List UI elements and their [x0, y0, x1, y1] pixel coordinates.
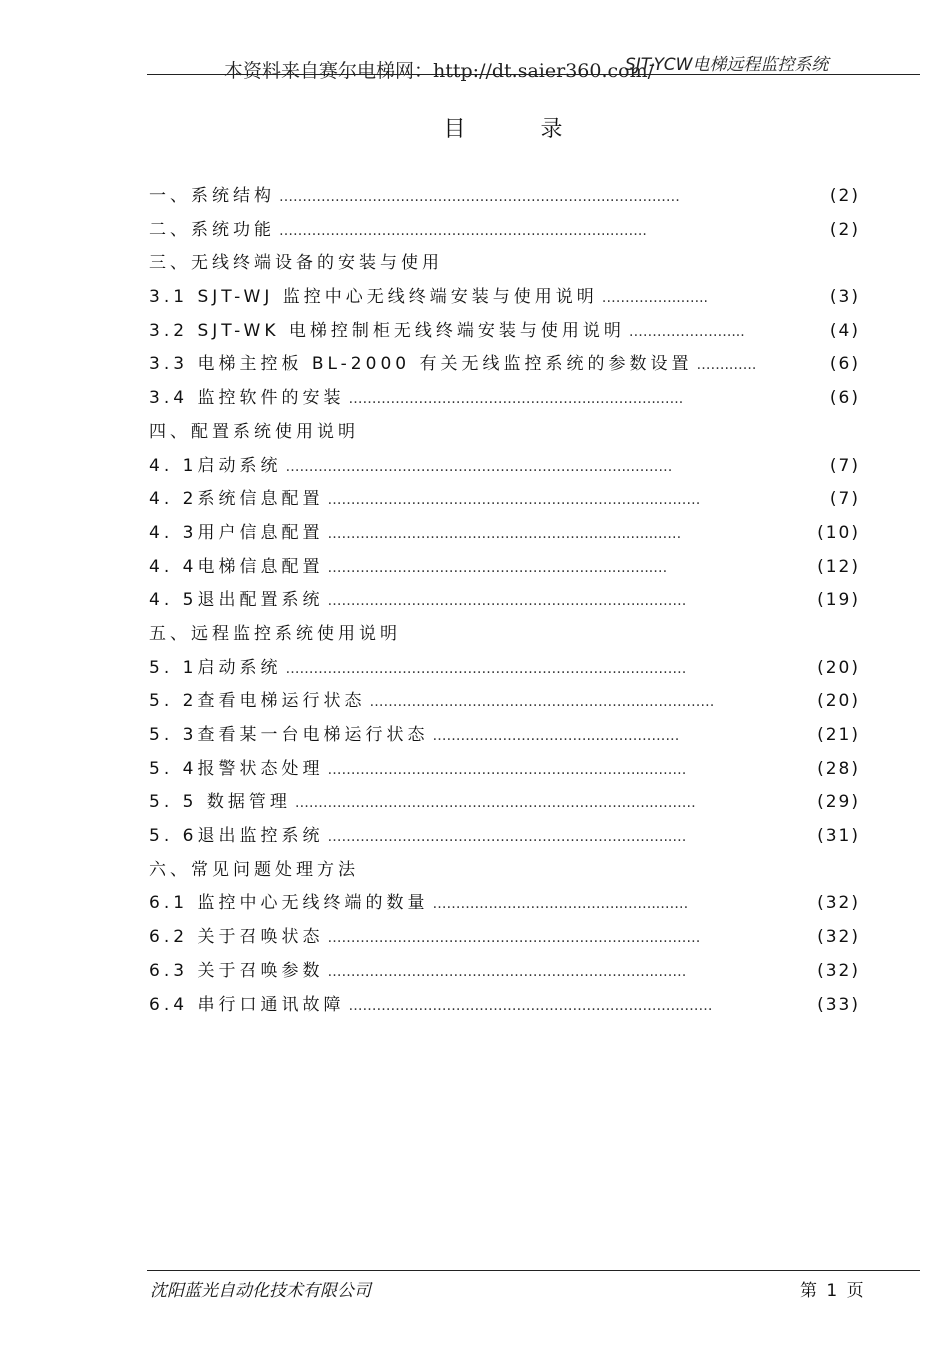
toc-entry-label: 一、系统结构 — [149, 186, 275, 206]
toc-entry-label: 6.1 监控中心无线终端的数量 — [149, 893, 429, 914]
toc-entry-page: (33) — [817, 994, 860, 1015]
toc-entry-page: (10) — [817, 522, 860, 543]
toc-entry-leader: ………………………………………………………………..……… — [285, 458, 673, 475]
toc-entry-page: (6) — [829, 354, 860, 375]
watermark-text: 本资料来自赛尔电梯网：http://dt.saier360.com/ — [224, 60, 654, 82]
toc-entry-label: 六、常见问题处理方法 — [149, 859, 359, 880]
toc-entry-label: 3.2 SJT-WK 电梯控制柜无线终端安装与使用说明 — [149, 320, 625, 341]
toc-entry-label: 四、配置系统使用说明 — [149, 421, 359, 442]
toc-entry — [149, 719, 860, 753]
toc-entry-label: 4. 3用户信息配置 — [149, 522, 324, 543]
toc-entry-page: (28) — [817, 758, 860, 779]
header-divider — [147, 74, 920, 75]
toc-entry-leader: ……………………………………………..…………..….. — [348, 391, 684, 408]
toc-entry-leader: ……………………………………………………………..…….. — [279, 222, 647, 239]
toc-entry — [149, 786, 860, 820]
toc-entry-leader: ……………………………..……………… — [432, 728, 680, 744]
toc-entry-leader: …………………………………………………………..……… — [327, 761, 687, 778]
toc-entry-label: 5. 1启动系统 — [149, 657, 282, 678]
toc-entry-leader: ……………………………………………………………..…………… — [279, 189, 680, 205]
toc-entry — [149, 517, 860, 551]
toc-entry-label: 4. 5退出配置系统 — [149, 590, 324, 611]
toc-entry — [149, 348, 860, 382]
toc-entry-page: (7) — [829, 489, 860, 510]
toc-entry — [149, 180, 860, 214]
toc-entry — [149, 483, 860, 517]
toc-entry-leader: ……………..…... — [601, 290, 709, 307]
toc-entry-label: 6.2 关于召唤状态 — [149, 927, 324, 948]
toc-entry — [149, 214, 860, 248]
toc-entry-page: (21) — [817, 725, 860, 745]
toc-entry — [149, 753, 860, 787]
toc-entry-leader: ……..….. — [696, 357, 757, 374]
toc-entry-page: (31) — [817, 826, 860, 847]
toc-entry-label: 5. 5 数据管理 — [149, 792, 291, 813]
toc-entry-leader: ……………………………………………………………..……… — [327, 930, 701, 947]
toc-entry-leader: …………………………………………………………………… — [348, 997, 713, 1014]
toc-entry-page: (32) — [817, 960, 860, 981]
toc-entry-page: (2) — [829, 219, 860, 240]
toc-entry — [149, 921, 860, 955]
toc-entry — [149, 887, 860, 921]
toc-entry-label: 3.1 SJT-WJ 监控中心无线终端安装与使用说明 — [149, 287, 598, 308]
toc-entry-page: (29) — [817, 792, 860, 813]
toc-entry-page: (32) — [817, 893, 860, 914]
toc-entry-page: (6) — [829, 388, 860, 409]
toc-entry — [149, 450, 860, 484]
toc-entry-label: 3.4 监控软件的安装 — [149, 388, 345, 409]
toc-entry — [149, 685, 860, 719]
toc-entry — [149, 584, 860, 618]
toc-entry-page: (3) — [829, 287, 860, 308]
page-number: 第 1 页 — [800, 1281, 866, 1301]
toc-entry-page: (20) — [817, 691, 860, 712]
toc-entry-page: (4) — [829, 320, 860, 341]
page-title: 目 录 — [443, 117, 597, 142]
toc-entry-leader: ……………………………………………………..……..… — [327, 559, 668, 576]
toc-section-heading — [149, 854, 860, 888]
toc-entry-leader: …………………………………………………..…………… — [369, 694, 715, 711]
toc-entry-leader: ……………………………………………………………..…… — [327, 963, 687, 980]
toc-entry — [149, 652, 860, 686]
footer-company: 沈阳蓝光自动化技术有限公司 — [150, 1281, 371, 1301]
toc-entry-label: 二、系统功能 — [149, 219, 275, 240]
toc-section-heading — [149, 416, 860, 450]
table-of-contents — [149, 180, 860, 1022]
toc-entry-label: 五、远程监控系统使用说明 — [149, 623, 401, 644]
toc-entry-leader: ………………………………………………………………..………… — [285, 660, 687, 677]
toc-section-heading — [149, 247, 860, 281]
toc-entry-label: 5. 3查看某一台电梯运行状态 — [149, 725, 429, 745]
toc-entry — [149, 281, 860, 315]
toc-entry-label: 4. 2系统信息配置 — [149, 489, 324, 510]
toc-entry — [149, 989, 860, 1023]
toc-entry — [149, 955, 860, 989]
toc-entry-page: (2) — [829, 186, 860, 206]
toc-entry-leader: …………………………………..……..…… — [432, 896, 689, 913]
toc-entry-label: 6.3 关于召唤参数 — [149, 960, 324, 981]
toc-entry-label: 5. 6退出监控系统 — [149, 826, 324, 847]
toc-entry-label: 3.3 电梯主控板 BL-2000 有关无线监控系统的参数设置 — [149, 354, 693, 375]
toc-entry-leader: ………………………………………………………………..… — [327, 829, 687, 846]
footer-divider — [147, 1270, 920, 1271]
toc-entry-label: 5. 2查看电梯运行状态 — [149, 691, 366, 712]
toc-entry-page: (32) — [817, 927, 860, 948]
toc-entry — [149, 382, 860, 416]
toc-entry-page: (12) — [817, 556, 860, 577]
header-title: SJT-YCW电梯远程监控系统 — [625, 55, 829, 75]
toc-entry-leader: …………………………………………………………..……… — [327, 593, 687, 610]
toc-entry-page: (20) — [817, 657, 860, 678]
toc-entry-leader: ………………………………………………………..…..…… — [327, 525, 682, 542]
toc-section-heading — [149, 618, 860, 652]
toc-entry-page: (19) — [817, 590, 860, 611]
toc-entry — [149, 315, 860, 349]
toc-entry-label: 6.4 串行口通讯故障 — [149, 994, 345, 1015]
toc-entry-label: 三、无线终端设备的安装与使用 — [149, 253, 443, 274]
toc-entry-leader: ………………….... — [628, 323, 745, 340]
toc-entry-label: 5. 4报警状态处理 — [149, 758, 324, 779]
toc-entry-leader: …………………………………………………………………..……… — [294, 795, 696, 812]
toc-entry — [149, 820, 860, 854]
toc-entry-label: 4. 1启动系统 — [149, 455, 282, 476]
toc-entry — [149, 551, 860, 585]
toc-entry-label: 4. 4电梯信息配置 — [149, 556, 324, 577]
toc-entry-leader: ……………………………………………………………..……… — [327, 492, 701, 509]
toc-entry-page: (7) — [829, 455, 860, 476]
